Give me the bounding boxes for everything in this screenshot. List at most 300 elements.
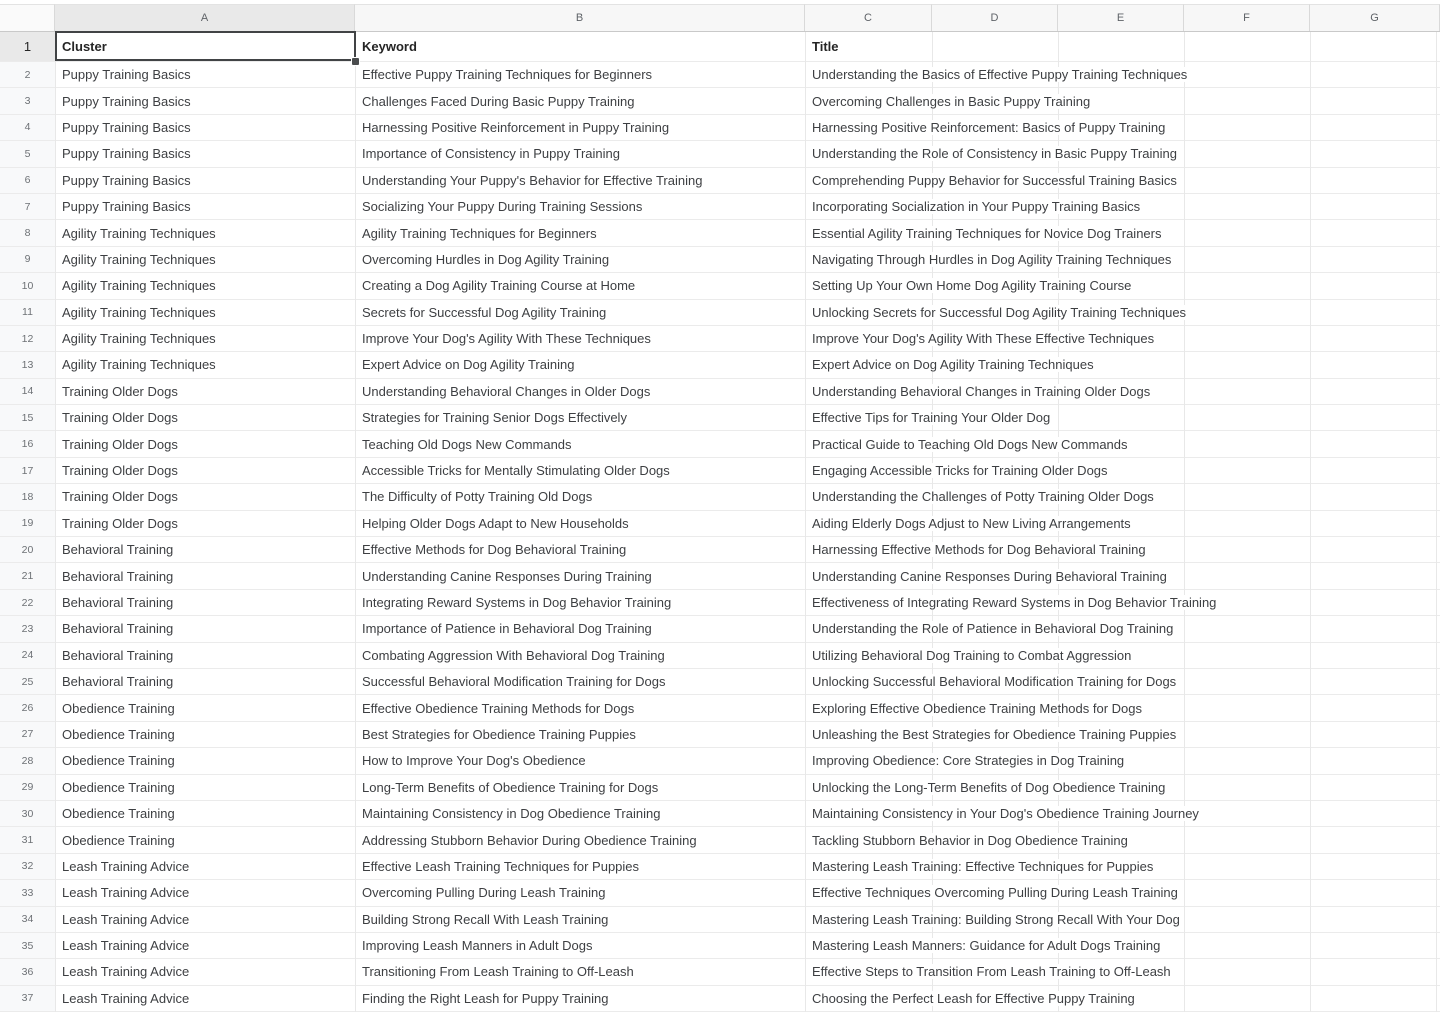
cell-text: Training Older Dogs xyxy=(62,515,178,531)
cell-text: Training Older Dogs xyxy=(62,489,178,505)
cell-text: Leash Training Advice xyxy=(62,964,190,980)
row-header[interactable] xyxy=(0,933,55,958)
cell-title[interactable] xyxy=(805,590,1440,615)
cell-cluster[interactable] xyxy=(55,88,355,113)
row-number: 37 xyxy=(21,992,34,1005)
cell-text: Understanding the Role of Consistency in Basic Puppy Training xyxy=(812,146,1181,161)
cell-keyword[interactable] xyxy=(355,722,805,747)
cell-text: Agility Training Techniques xyxy=(62,225,216,241)
column-title: Keyword xyxy=(362,39,417,54)
row-header[interactable] xyxy=(0,273,55,298)
cell-text: Harnessing Positive Reinforcement in Puppy Training xyxy=(362,119,670,135)
table-row xyxy=(0,247,1440,273)
cell-cluster[interactable] xyxy=(55,669,355,694)
cell-keyword[interactable] xyxy=(355,854,805,879)
cell-text: Secrets for Successful Dog Agility Training xyxy=(362,304,607,320)
cell-keyword[interactable] xyxy=(355,669,805,694)
table-row xyxy=(0,168,1440,194)
cell-keyword[interactable] xyxy=(355,115,805,140)
cell-cluster-header[interactable] xyxy=(55,32,355,61)
cell-text: Helping Older Dogs Adapt to New Households xyxy=(362,515,629,531)
cell-text: Behavioral Training xyxy=(62,542,174,558)
cell-cluster[interactable] xyxy=(55,537,355,562)
cell-text: Leash Training Advice xyxy=(62,911,190,927)
cell-cluster[interactable] xyxy=(55,168,355,193)
cell-cluster[interactable] xyxy=(55,62,355,87)
cell-text: Expert Advice on Dog Agility Training xyxy=(362,357,575,373)
row-header[interactable] xyxy=(0,194,55,219)
cell-cluster[interactable] xyxy=(55,695,355,720)
cell-text: Obedience Training xyxy=(62,700,175,716)
table-row xyxy=(0,959,1440,985)
cell-title[interactable] xyxy=(805,484,1440,509)
row-header[interactable] xyxy=(0,827,55,852)
cell-text: Leash Training Advice xyxy=(62,885,190,901)
row-header[interactable] xyxy=(0,748,55,773)
cell-text: Leash Training Advice xyxy=(62,858,190,874)
cell-text: Successful Behavioral Modification Training for Dogs xyxy=(362,674,666,690)
cell-title[interactable] xyxy=(805,62,1440,87)
table-row xyxy=(0,775,1440,801)
row-number: 30 xyxy=(21,807,34,820)
cell-cluster[interactable] xyxy=(55,563,355,588)
column-header-d[interactable]: D xyxy=(932,4,1058,31)
cell-cluster[interactable] xyxy=(55,907,355,932)
row-header[interactable] xyxy=(0,458,55,483)
row-header[interactable] xyxy=(0,168,55,193)
row-header[interactable] xyxy=(0,300,55,325)
table-row xyxy=(0,300,1440,326)
row-header[interactable] xyxy=(0,669,55,694)
cell-title[interactable] xyxy=(805,880,1440,905)
cell-title[interactable] xyxy=(805,379,1440,404)
row-number: 11 xyxy=(22,306,33,319)
cell-text: Harnessing Positive Reinforcement: Basics of Puppy Training xyxy=(812,120,1169,135)
cell-text: Mastering Leash Training: Building Strong Recall With Your Dog xyxy=(812,912,1184,927)
cell-text: Combating Aggression With Behavioral Dog Training xyxy=(362,647,665,663)
cell-cluster[interactable] xyxy=(55,880,355,905)
cell-keyword[interactable] xyxy=(355,458,805,483)
cell-title[interactable] xyxy=(805,827,1440,852)
cell-keyword[interactable] xyxy=(355,880,805,905)
cell-title[interactable] xyxy=(805,194,1440,219)
row-header[interactable] xyxy=(0,62,55,87)
cell-text: Obedience Training xyxy=(62,806,175,822)
cell-cluster[interactable] xyxy=(55,986,355,1011)
row-number: 25 xyxy=(21,675,34,688)
table-row xyxy=(0,511,1440,537)
table-row xyxy=(0,458,1440,484)
cell-keyword[interactable] xyxy=(355,563,805,588)
table-row xyxy=(0,220,1440,246)
row-number: 8 xyxy=(24,227,31,240)
cell-keyword[interactable] xyxy=(355,88,805,113)
row-number: 34 xyxy=(21,913,34,926)
cell-keyword[interactable] xyxy=(355,827,805,852)
cell-text: Understanding the Basics of Effective Puppy Training Techniques xyxy=(812,67,1191,82)
cell-title[interactable] xyxy=(805,458,1440,483)
cell-cluster[interactable] xyxy=(55,590,355,615)
cell-keyword[interactable] xyxy=(355,352,805,377)
cell-title[interactable] xyxy=(805,511,1440,536)
row-header[interactable] xyxy=(0,986,55,1011)
row-number: 19 xyxy=(21,517,34,530)
row-header[interactable] xyxy=(0,405,55,430)
cell-cluster[interactable] xyxy=(55,141,355,166)
column-header-b[interactable]: B xyxy=(355,4,805,31)
cell-text: Training Older Dogs xyxy=(62,463,178,479)
cell-cluster[interactable] xyxy=(55,643,355,668)
cell-text: Effective Puppy Training Techniques for Beginners xyxy=(362,67,653,83)
cell-keyword[interactable] xyxy=(355,405,805,430)
cell-title[interactable] xyxy=(805,141,1440,166)
row-number: 18 xyxy=(21,490,34,503)
cell-text: Choosing the Perfect Leash for Effective Puppy Training xyxy=(812,991,1139,1006)
cell-text: Exploring Effective Obedience Training Methods for Dogs xyxy=(812,701,1146,716)
cell-cluster[interactable] xyxy=(55,484,355,509)
cell-text: Behavioral Training xyxy=(62,568,174,584)
row-number: 17 xyxy=(21,464,34,477)
table-row xyxy=(0,352,1440,378)
cell-cluster[interactable] xyxy=(55,405,355,430)
table-row xyxy=(0,141,1440,167)
gridline xyxy=(1310,32,1311,1012)
row-header[interactable] xyxy=(0,722,55,747)
cell-title[interactable] xyxy=(805,722,1440,747)
cell-keyword[interactable] xyxy=(355,986,805,1011)
cell-text: Improving Obedience: Core Strategies in Dog Training xyxy=(812,753,1128,768)
gridline xyxy=(1436,32,1437,1012)
cell-text: Training Older Dogs xyxy=(62,436,178,452)
row-number: 4 xyxy=(24,121,31,134)
cell-keyword[interactable] xyxy=(355,643,805,668)
table-row xyxy=(0,484,1440,510)
row-number: 21 xyxy=(21,570,34,583)
column-header-a[interactable]: A xyxy=(55,4,355,31)
cell-text: Expert Advice on Dog Agility Training Techniques xyxy=(812,357,1098,372)
cell-text: Creating a Dog Agility Training Course at Home xyxy=(362,278,636,294)
table-row xyxy=(0,115,1440,141)
cell-text: Leash Training Advice xyxy=(62,938,190,954)
table-header-row xyxy=(0,32,1440,62)
cell-keyword[interactable] xyxy=(355,775,805,800)
cell-text: Addressing Stubborn Behavior During Obedience Training xyxy=(362,832,697,848)
cell-keyword[interactable] xyxy=(355,300,805,325)
cell-text: Puppy Training Basics xyxy=(62,199,191,215)
cell-text: Accessible Tricks for Mentally Stimulating Older Dogs xyxy=(362,463,670,479)
cell-title[interactable] xyxy=(805,907,1440,932)
row-number: 10 xyxy=(21,279,34,292)
row-header[interactable] xyxy=(0,854,55,879)
cell-text: Engaging Accessible Tricks for Training Older Dogs xyxy=(812,463,1112,478)
cell-title[interactable] xyxy=(805,352,1440,377)
row-number: 12 xyxy=(21,332,34,345)
cell-title[interactable] xyxy=(805,775,1440,800)
row-number: 33 xyxy=(21,886,34,899)
cell-cluster[interactable] xyxy=(55,115,355,140)
cell-title[interactable] xyxy=(805,669,1440,694)
row-header[interactable] xyxy=(0,352,55,377)
table-row xyxy=(0,933,1440,959)
cell-keyword[interactable] xyxy=(355,247,805,272)
cell-title[interactable] xyxy=(805,220,1440,245)
cell-text: Harnessing Effective Methods for Dog Behavioral Training xyxy=(812,542,1150,557)
cell-cluster[interactable] xyxy=(55,431,355,456)
cell-keyword[interactable] xyxy=(355,537,805,562)
cell-title[interactable] xyxy=(805,326,1440,351)
row-header[interactable] xyxy=(0,775,55,800)
cell-title[interactable] xyxy=(805,643,1440,668)
cell-text: Integrating Reward Systems in Dog Behavior Training xyxy=(362,595,672,610)
table-row xyxy=(0,405,1440,431)
row-header[interactable] xyxy=(0,880,55,905)
cell-text: Building Strong Recall With Leash Training xyxy=(362,911,609,927)
row-header[interactable] xyxy=(0,590,55,615)
cell-keyword[interactable] xyxy=(355,695,805,720)
row-number: 29 xyxy=(21,781,34,794)
cell-text: Navigating Through Hurdles in Dog Agility Training Techniques xyxy=(812,252,1175,267)
cell-keyword[interactable] xyxy=(355,484,805,509)
cell-cluster[interactable] xyxy=(55,959,355,984)
cell-text: Overcoming Challenges in Basic Puppy Training xyxy=(812,94,1094,109)
cell-text: Effectiveness of Integrating Reward Systems in Dog Behavior Training xyxy=(812,595,1220,610)
cell-text: Agility Training Techniques xyxy=(62,304,216,320)
cell-text: Agility Training Techniques xyxy=(62,331,216,347)
cell-title[interactable] xyxy=(805,854,1440,879)
cell-text: Understanding the Challenges of Potty Training Older Dogs xyxy=(812,489,1158,504)
cell-title[interactable] xyxy=(805,431,1440,456)
fill-handle[interactable] xyxy=(351,57,360,66)
cell-text: Puppy Training Basics xyxy=(62,93,191,109)
cell-text: Leash Training Advice xyxy=(62,990,190,1006)
cell-title[interactable] xyxy=(805,300,1440,325)
row-number: 23 xyxy=(21,622,34,635)
cell-cluster[interactable] xyxy=(55,379,355,404)
cell-text: Obedience Training xyxy=(62,832,175,848)
row-number: 9 xyxy=(24,253,31,266)
cell-text: Setting Up Your Own Home Dog Agility Training Course xyxy=(812,278,1135,293)
cell-cluster[interactable] xyxy=(55,722,355,747)
cell-text: Incorporating Socialization in Your Puppy Training Basics xyxy=(812,199,1144,214)
table-row xyxy=(0,880,1440,906)
cell-cluster[interactable] xyxy=(55,748,355,773)
cell-text: Training Older Dogs xyxy=(62,410,178,426)
row-header[interactable] xyxy=(0,32,55,61)
cell-text: Transitioning From Leash Training to Off-Leash xyxy=(362,964,634,980)
cell-text: Practical Guide to Teaching Old Dogs New Commands xyxy=(812,437,1132,452)
row-number: 36 xyxy=(21,965,34,978)
column-header-f[interactable]: F xyxy=(1184,4,1310,31)
table-row xyxy=(0,62,1440,88)
cell-cluster[interactable] xyxy=(55,326,355,351)
cell-title[interactable] xyxy=(805,959,1440,984)
cell-text: Teaching Old Dogs New Commands xyxy=(362,436,572,452)
cell-keyword[interactable] xyxy=(355,326,805,351)
cell-keyword[interactable] xyxy=(355,959,805,984)
row-header[interactable] xyxy=(0,959,55,984)
cell-keyword[interactable] xyxy=(355,62,805,87)
row-header[interactable] xyxy=(0,326,55,351)
cell-title[interactable] xyxy=(805,88,1440,113)
cell-text: Importance of Patience in Behavioral Dog Training xyxy=(362,621,652,637)
row-header[interactable] xyxy=(0,616,55,641)
sheet-grid xyxy=(0,32,1440,1012)
row-number: 15 xyxy=(21,411,34,424)
cell-title-header[interactable] xyxy=(805,32,1440,61)
row-header[interactable] xyxy=(0,907,55,932)
cell-title[interactable] xyxy=(805,801,1440,826)
table-row xyxy=(0,986,1440,1012)
table-row xyxy=(0,537,1440,563)
cell-text: Socializing Your Puppy During Training Sessions xyxy=(362,199,643,215)
row-number: 26 xyxy=(21,702,34,715)
cell-keyword[interactable] xyxy=(355,379,805,404)
cell-text: Behavioral Training xyxy=(62,595,174,610)
cell-text: Puppy Training Basics xyxy=(62,67,191,83)
cell-text: Best Strategies for Obedience Training Puppies xyxy=(362,726,636,742)
row-header[interactable] xyxy=(0,141,55,166)
cell-keyword[interactable] xyxy=(355,511,805,536)
cell-keyword[interactable] xyxy=(355,590,805,615)
cell-keyword[interactable] xyxy=(355,907,805,932)
column-header-row xyxy=(0,0,1440,32)
row-header[interactable] xyxy=(0,88,55,113)
cell-title[interactable] xyxy=(805,986,1440,1011)
cell-title[interactable] xyxy=(805,563,1440,588)
cell-text: Understanding Behavioral Changes in Training Older Dogs xyxy=(812,384,1154,399)
cell-text: Understanding Your Puppy's Behavior for Effective Training xyxy=(362,172,703,188)
cell-title[interactable] xyxy=(805,115,1440,140)
row-header[interactable] xyxy=(0,379,55,404)
cell-cluster[interactable] xyxy=(55,616,355,641)
cell-keyword[interactable] xyxy=(355,273,805,298)
row-header[interactable] xyxy=(0,801,55,826)
row-header[interactable] xyxy=(0,220,55,245)
cell-text: Maintaining Consistency in Your Dog's Obedience Training Journey xyxy=(812,806,1203,821)
cell-keyword[interactable] xyxy=(355,801,805,826)
row-header[interactable] xyxy=(0,484,55,509)
cell-cluster[interactable] xyxy=(55,352,355,377)
cell-cluster[interactable] xyxy=(55,458,355,483)
row-header[interactable] xyxy=(0,115,55,140)
gridline xyxy=(1184,32,1185,1012)
cell-cluster[interactable] xyxy=(55,854,355,879)
cell-text: Utilizing Behavioral Dog Training to Combat Aggression xyxy=(812,648,1135,663)
cell-keyword-header[interactable] xyxy=(355,32,805,61)
cell-text: Puppy Training Basics xyxy=(62,119,191,135)
cell-cluster[interactable] xyxy=(55,801,355,826)
row-header[interactable] xyxy=(0,431,55,456)
row-number: 13 xyxy=(21,358,34,371)
cell-text: Unlocking Secrets for Successful Dog Agility Training Techniques xyxy=(812,305,1190,320)
cell-text: The Difficulty of Potty Training Old Dogs xyxy=(362,489,593,505)
table-row xyxy=(0,801,1440,827)
cell-keyword[interactable] xyxy=(355,933,805,958)
cell-cluster[interactable] xyxy=(55,273,355,298)
cell-title[interactable] xyxy=(805,616,1440,641)
cell-title[interactable] xyxy=(805,537,1440,562)
cell-cluster[interactable] xyxy=(55,933,355,958)
cell-title[interactable] xyxy=(805,247,1440,272)
column-title: Cluster xyxy=(62,39,107,54)
column-header-g[interactable]: G xyxy=(1310,4,1440,31)
row-header[interactable] xyxy=(0,511,55,536)
cell-keyword[interactable] xyxy=(355,431,805,456)
cell-keyword[interactable] xyxy=(355,141,805,166)
cell-text: Importance of Consistency in Puppy Training xyxy=(362,146,620,162)
cell-text: Mastering Leash Training: Effective Techniques for Puppies xyxy=(812,859,1157,874)
cell-text: Understanding Behavioral Changes in Older Dogs xyxy=(362,383,651,399)
gridline xyxy=(805,32,806,1012)
cell-text: Unlocking the Long-Term Benefits of Dog Obedience Training xyxy=(812,780,1169,795)
cell-text: Maintaining Consistency in Dog Obedience Training xyxy=(362,806,661,822)
row-header[interactable] xyxy=(0,537,55,562)
cell-keyword[interactable] xyxy=(355,748,805,773)
cell-text: Overcoming Pulling During Leash Training xyxy=(362,885,606,901)
cell-text: Behavioral Training xyxy=(62,674,174,690)
cell-text: Puppy Training Basics xyxy=(62,146,191,162)
cell-title[interactable] xyxy=(805,695,1440,720)
cell-text: Essential Agility Training Techniques for Novice Dog Trainers xyxy=(812,226,1166,241)
cell-title[interactable] xyxy=(805,748,1440,773)
cell-text: Improve Your Dog's Agility With These Techniques xyxy=(362,331,651,347)
table-row xyxy=(0,722,1440,748)
cell-cluster[interactable] xyxy=(55,220,355,245)
cell-text: Agility Training Techniques xyxy=(62,278,216,294)
row-header[interactable] xyxy=(0,563,55,588)
row-header[interactable] xyxy=(0,247,55,272)
cell-keyword[interactable] xyxy=(355,616,805,641)
cell-keyword[interactable] xyxy=(355,168,805,193)
cell-cluster[interactable] xyxy=(55,300,355,325)
row-header[interactable] xyxy=(0,643,55,668)
cell-text: Effective Techniques Overcoming Pulling During Leash Training xyxy=(812,885,1182,900)
column-header-e[interactable]: E xyxy=(1058,4,1184,31)
cell-text: Understanding the Role of Patience in Behavioral Dog Training xyxy=(812,621,1177,636)
cell-title[interactable] xyxy=(805,933,1440,958)
cell-cluster[interactable] xyxy=(55,827,355,852)
cell-keyword[interactable] xyxy=(355,220,805,245)
table-row xyxy=(0,907,1440,933)
cell-text: Obedience Training xyxy=(62,726,175,742)
cell-cluster[interactable] xyxy=(55,247,355,272)
cell-cluster[interactable] xyxy=(55,511,355,536)
cell-text: Unlocking Successful Behavioral Modification Training for Dogs xyxy=(812,674,1180,689)
row-number: 20 xyxy=(21,543,34,556)
row-number: 24 xyxy=(21,649,34,662)
cell-text: Training Older Dogs xyxy=(62,383,178,399)
row-number: 3 xyxy=(24,95,31,108)
cell-keyword[interactable] xyxy=(355,194,805,219)
table-row xyxy=(0,563,1440,589)
cell-text: Long-Term Benefits of Obedience Training for Dogs xyxy=(362,779,659,795)
cell-text: Obedience Training xyxy=(62,779,175,795)
cell-text: Understanding Canine Responses During Behavioral Training xyxy=(812,569,1171,584)
row-header[interactable] xyxy=(0,695,55,720)
column-header-c[interactable]: C xyxy=(805,4,932,31)
cell-text: Behavioral Training xyxy=(62,647,174,663)
cell-title[interactable] xyxy=(805,273,1440,298)
cell-cluster[interactable] xyxy=(55,775,355,800)
cell-title[interactable] xyxy=(805,405,1440,430)
table-row xyxy=(0,748,1440,774)
row-number: 32 xyxy=(21,860,34,873)
table-row xyxy=(0,695,1440,721)
table-row xyxy=(0,88,1440,114)
cell-title[interactable] xyxy=(805,168,1440,193)
select-all-corner[interactable] xyxy=(0,4,55,31)
cell-cluster[interactable] xyxy=(55,194,355,219)
